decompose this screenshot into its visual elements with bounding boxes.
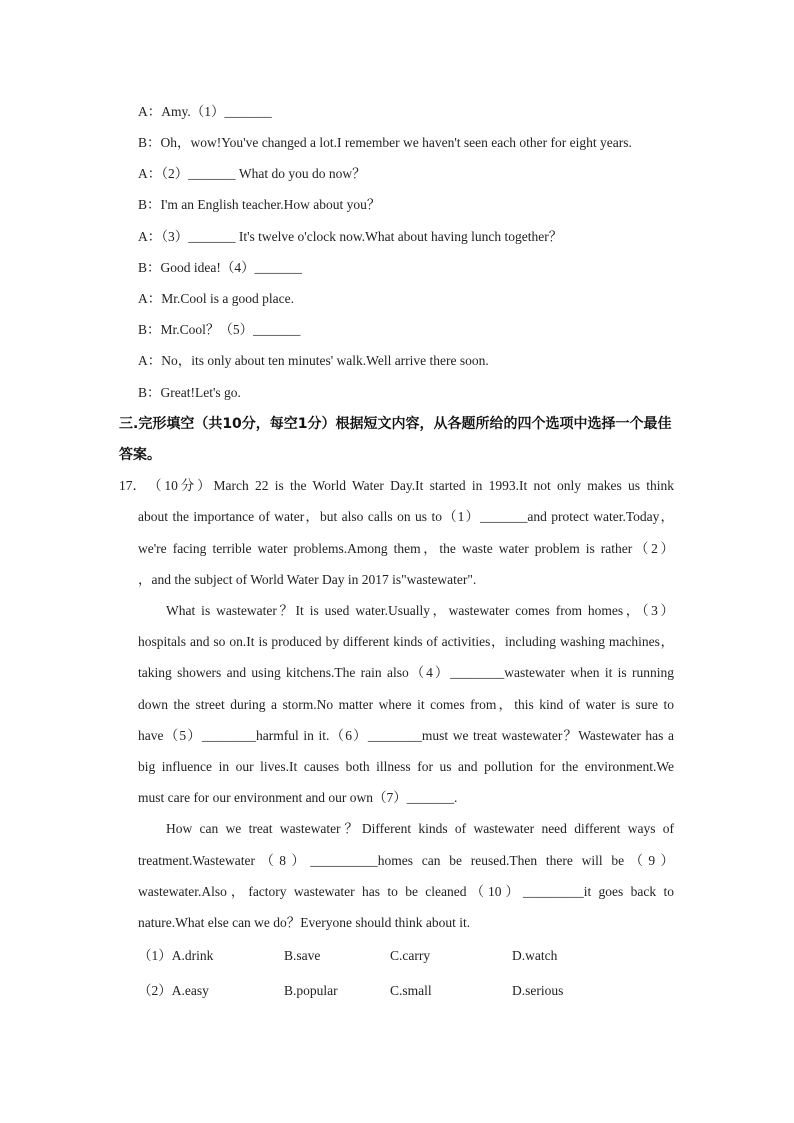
option-2-d[interactable]: D.serious <box>512 983 564 998</box>
section-heading: 三.完形填空（共10分，每空1分）根据短文内容，从各题所给的四个选项中选择一个最佳 <box>119 416 672 432</box>
passage-line: hospitals and so on.It is produced by different kinds of activities，including washing machines， <box>138 634 674 649</box>
passage-line: ，and the subject of World Water Day in 2017 is"wastewater". <box>138 572 477 587</box>
passage-line: must care for our environment and our own（7）_______. <box>138 790 458 805</box>
option-1-b[interactable]: B.save <box>284 948 321 963</box>
passage-line: What is wastewater？It is used water.Usually，wastewater comes from homes，（3） <box>166 603 674 618</box>
passage-line: nature.What else can we do？Everyone should think about it. <box>138 915 471 930</box>
dialogue-line: A：（3）_______ It's twelve o'clock now.What about having lunch together？ <box>138 229 563 244</box>
passage-line: wastewater.Also，factory wastewater has to be cleaned（10）_________it goes back to <box>138 884 674 899</box>
dialogue-line: B：I'm an English teacher.How about you？ <box>138 197 381 212</box>
passage-line: How can we treat wastewater？Different kinds of wastewater need different ways of <box>166 821 674 836</box>
option-2-c[interactable]: C.small <box>390 983 432 998</box>
passage-line: we're facing terrible water problems.Among them，the waste water problem is rather（2） <box>138 541 674 556</box>
dialogue-line: A：Mr.Cool is a good place. <box>138 291 294 306</box>
option-1-d[interactable]: D.watch <box>512 948 558 963</box>
option-2-a[interactable]: （2）A.easy <box>138 983 209 998</box>
passage-line: （10分）March 22 is the World Water Day.It started in 1993.It not only makes us think <box>148 478 674 493</box>
option-1-a[interactable]: （1）A.drink <box>138 948 214 963</box>
passage-line: big influence in our lives.It causes both illness for us and pollution for the environment.We <box>138 759 674 774</box>
dialogue-line: A：（2）_______ What do you do now？ <box>138 166 366 181</box>
passage-line: down the street during a storm.No matter where it comes from，this kind of water is sure to <box>138 697 674 712</box>
passage-line: have（5）________harmful in it.（6）________must we treat wastewater？Wastewater has a <box>138 728 674 743</box>
passage-line: about the importance of water，but also calls on us to（1）_______and protect water.Today， <box>138 509 674 524</box>
passage-line: treatment.Wastewater（8）__________homes can be reused.Then there will be（9） <box>138 853 674 868</box>
dialogue-line: B：Good idea!（4）_______ <box>138 260 302 275</box>
option-1-c[interactable]: C.carry <box>390 948 431 963</box>
option-2-b[interactable]: B.popular <box>284 983 338 998</box>
dialogue-line: A：No，its only about ten minutes' walk.Well arrive there soon. <box>138 353 489 368</box>
dialogue-line: B：Oh，wow!You've changed a lot.I remember we haven't seen each other for eight years. <box>138 135 632 150</box>
passage-line: taking showers and using kitchens.The rain also（4）________wastewater when it is running <box>138 665 674 680</box>
dialogue-line: A：Amy.（1）_______ <box>138 104 272 119</box>
question-number: 17． <box>119 478 146 493</box>
section-heading-continued: 答案。 <box>119 447 161 463</box>
dialogue-line: B：Mr.Cool？（5）_______ <box>138 322 301 337</box>
dialogue-line: B：Great!Let's go. <box>138 385 241 400</box>
